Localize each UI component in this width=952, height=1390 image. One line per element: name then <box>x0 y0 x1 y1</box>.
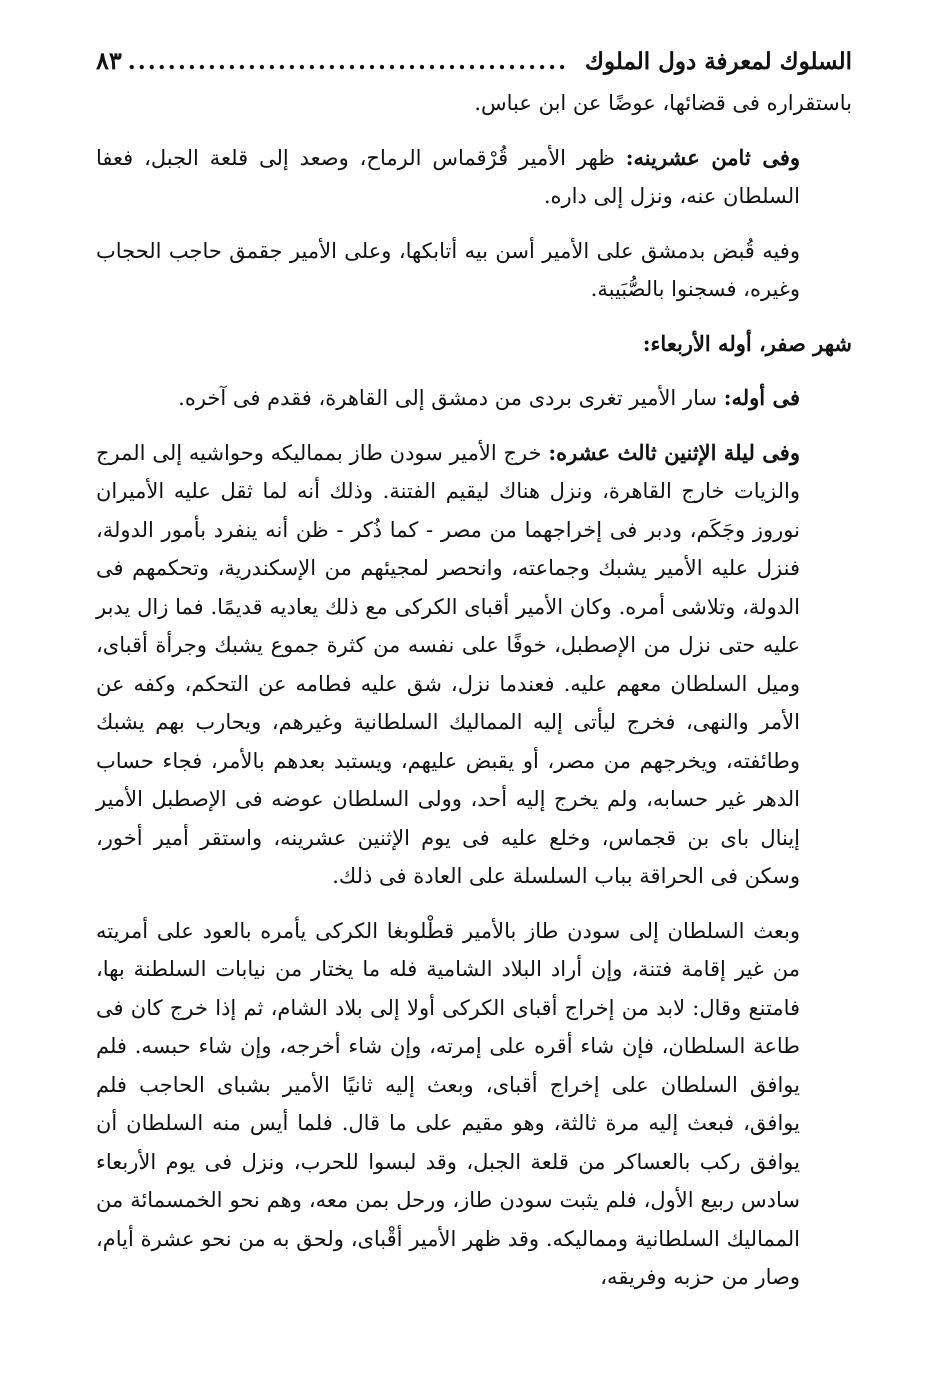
paragraph-text: ظهر الأمير قُرْقماس الرماح، وصعد إلى قلعة الجبل، فعفا السلطان عنه، ونزل إلى داره. <box>96 145 800 208</box>
month-heading-text: شهر صفر، أوله الأربعاء: <box>642 330 852 356</box>
paragraph-text: خرج الأمير سودن طاز بمماليكه وحواشيه إلى المرج والزيات خارج القاهرة، ونزل هناك ليقيم الفتنة. وذلك أنه لما ثقل عليه الأميران نوروز وجَكَم، ودبر فى إخراجهما من مصر - كما ذُكر - ظن أنه ينفرد بأمور الدولة، فنزل عليه الأمير يشبك وجماعته، وانحصر لمجيئهم من الإسكندرية، وتحكمهم فى الدولة، وتلاشى أمره. وكان الأمير أقباى الكركى مع ذلك يعاديه قديمًا. فما زال يدبر عليه حتى نزل من الإصطبل، خوفًا على نفسه من كثرة جموع يشبك وجرأة أقباى، وميل السلطان معهم عليه. فعندما نزل، شق عليه فطامه عن التحكم، وكفه عن الأمر والنهى، فخرج ليأتى إليه المماليك السلطانية وغيرهم، ويحارب بهم يشبك وطائفته، ويخرجهم من مصر، أو يقبض عليهم، ويستبد بعدهم بالأمر، فجاء حساب الدهر غير حسابه، ولم يخرج إليه أحد، وولى السلطان عوضه فى الإصطبل الأمير إينال باى بن قجماس، وخلع عليه فى يوم الإثنين عشرينه، واستقر أمير أخور، وسكن فى الحراقة بباب السلسلة على العادة فى ذلك. <box>96 440 801 888</box>
paragraph-text: باستقراره فى قضائها، عوضًا عن ابن عباس. <box>474 91 852 115</box>
paragraph-sultan-sends <box>96 912 852 1297</box>
running-header <box>96 38 852 84</box>
month-heading <box>96 325 852 364</box>
paragraph-damascus-arrest <box>96 232 852 309</box>
paragraph-28th <box>96 139 852 216</box>
paragraph-text: وفيه قُبض بدمشق على الأمير أسن بيه أتابكها، وعلى الأمير جقمق حاجب الحجاب وغيره، فسجنوا بالصُّبَيبة. <box>96 238 800 301</box>
header-leader-dots: ............................................ <box>127 48 569 75</box>
paragraph-continuation <box>96 84 852 123</box>
paragraph-lead: وفى ليلة الإثنين ثالث عشره: <box>548 439 800 465</box>
paragraph-lead: وفى ثامن عشرينه: <box>625 144 801 170</box>
page-number: ٨٣ <box>96 46 122 75</box>
paragraph-text: وبعث السلطان إلى سودن طاز بالأمير قطْلوبغا الكركى يأمره بالعود على أمريته من غير إقامة فتنة، وإن أراد البلاد الشامية فله ما يختار من نيابات السلطنة بها، فامتنع وقال: لابد من إخراج أقباى الكركى أولا إلى بلاد الشام، ثم إذا خرج كان فى طاعة السلطان، فإن شاء أقره على إمرته، وإن شاء أخرجه، وإن شاء حبسه. فلم يوافق السلطان على إخراج أقباى، وبعث إليه ثانيًا الأمير بشباى الحاجب فلم يوافق، فبعث إليه مرة ثالثة، وهو مقيم على ما قال. فلما أيس منه السلطان أن يوافق ركب بالعساكر من قلعة الجبل، وقد لبسوا للحرب، ونزل فى يوم الأربعاء سادس ربيع الأول، فلم يثبت سودن طاز، ورحل بمن معه، وهم نحو الخمسمائة من المماليك السلطانية ومماليكه. وقد ظهر الأمير أقْباى، ولحق به من نحو عشرة أيام، وصار من حزبه وفريقه، <box>96 918 800 1289</box>
paragraph-lead: فى أوله: <box>723 385 800 410</box>
paragraph-text: سار الأمير تغرى بردى من دمشق إلى القاهرة، فقدم فى آخره. <box>178 386 724 410</box>
book-title: السلوك لمعرفة دول الملوك <box>584 48 852 75</box>
paragraph-first-of-month <box>96 379 852 418</box>
paragraph-monday-night <box>96 434 852 896</box>
